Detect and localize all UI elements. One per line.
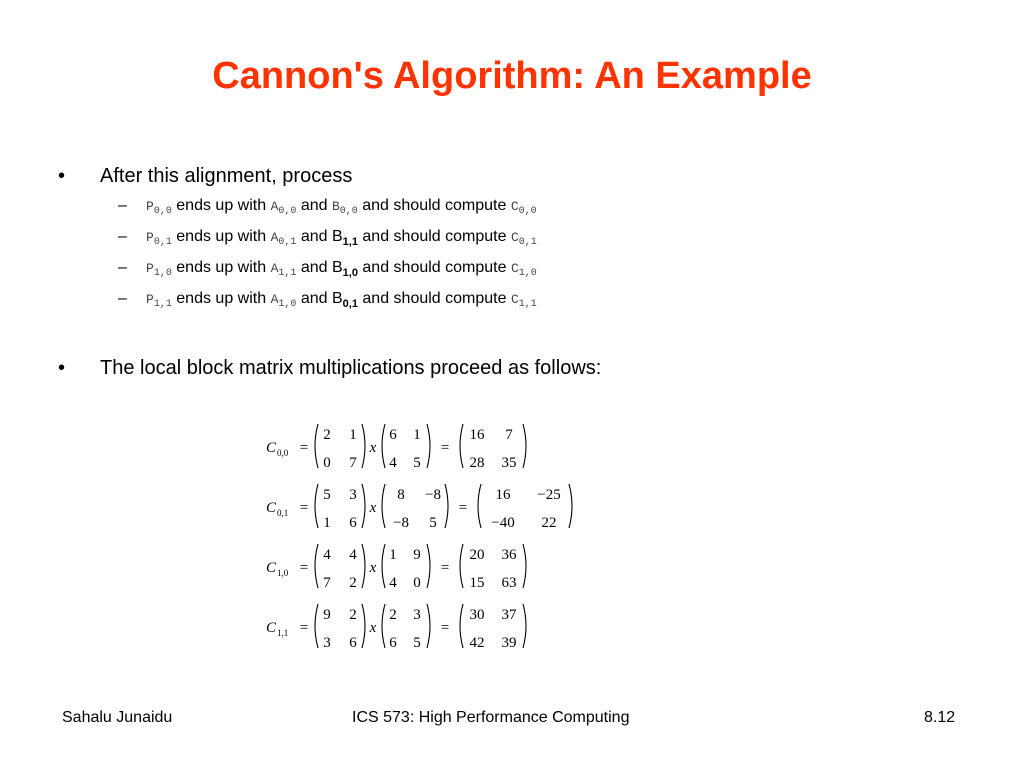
matrix-entry: 5 — [323, 487, 331, 503]
matrix-right-paren — [362, 544, 365, 588]
matrix-entry: 6 — [349, 515, 357, 531]
matrix-right-paren — [427, 424, 430, 468]
equation-label-index: 0,0 — [277, 448, 289, 458]
and-text: and — [296, 290, 332, 307]
equation-label-index: 1,1 — [277, 628, 289, 638]
equation-c11 — [262, 600, 532, 654]
matrix-left-paren — [315, 484, 318, 528]
a-block-label: $A_{0,1}$ — [270, 230, 297, 248]
matrix-left-paren — [460, 544, 463, 588]
matrix-entry: 5 — [413, 455, 421, 471]
equals-sign: = — [440, 620, 450, 636]
c-block-label: $C_{1,0}$ — [510, 261, 537, 279]
equals-sign: = — [440, 440, 450, 456]
should-compute-text: and should compute — [357, 259, 511, 276]
matrix-entry: 7 — [323, 575, 331, 591]
matrix-entry: −8 — [425, 487, 441, 503]
equals-sign: = — [299, 620, 309, 636]
matrix-entry: −40 — [491, 515, 515, 531]
equation-c10 — [262, 540, 532, 594]
a-block-label: $A_{1,0}$ — [270, 292, 297, 310]
matrix-right-paren — [362, 484, 365, 528]
matrix-left-paren — [315, 604, 318, 648]
matrix-entry: 4 — [349, 547, 357, 563]
sub-dash: – — [118, 228, 127, 245]
matrix-a — [323, 427, 357, 471]
sub-body — [146, 289, 537, 315]
matrix-entry: 2 — [323, 427, 331, 443]
equation-label-index: 0,1 — [277, 508, 289, 518]
matrix-right-paren — [445, 484, 448, 528]
equation-label-index: 1,0 — [277, 568, 289, 578]
matrix-entry: −8 — [393, 515, 409, 531]
equals-sign: = — [299, 560, 309, 576]
equation-svg — [262, 420, 532, 474]
equation-c01 — [262, 480, 582, 534]
c-block-label: $C_{0,1}$ — [510, 230, 537, 248]
matrix-entry: 35 — [501, 455, 517, 471]
sub-dash: – — [118, 197, 127, 214]
matrix-entry: 16 — [469, 427, 485, 443]
matrix-entry: 3 — [413, 607, 421, 623]
footer-author: Sahalu Junaidu — [62, 709, 173, 726]
matrix-entry: 22 — [541, 515, 557, 531]
matrix-entry: 5 — [413, 635, 421, 651]
matrix-a — [323, 607, 357, 651]
matrix-entry: 15 — [469, 575, 485, 591]
matrix-left-paren — [315, 544, 318, 588]
proc-label: $P_{1,1}$ — [146, 292, 172, 310]
a-block-label: $A_{0,0}$ — [270, 199, 297, 217]
bullet-dot: • — [58, 165, 66, 187]
matrix-entry: 4 — [389, 575, 397, 591]
matrix-entry: 3 — [323, 635, 331, 651]
matrix-entry: 20 — [469, 547, 485, 563]
matrix-entry: 8 — [397, 487, 405, 503]
sub-body — [146, 227, 537, 253]
equation-svg — [262, 540, 532, 594]
matrix-entry: 2 — [349, 607, 357, 623]
slide-title: Cannon's Algorithm: An Example — [212, 55, 812, 97]
times-sign: x — [369, 440, 377, 456]
proc-label: $P_{1,0}$ — [146, 261, 172, 279]
proc-label: $P_{0,0}$ — [146, 199, 172, 217]
ends-up-with-text: ends up with — [171, 259, 271, 276]
matrix-left-paren — [460, 604, 463, 648]
matrix-right-paren — [427, 544, 430, 588]
matrix-left-paren — [382, 544, 385, 588]
b-block-label: $B_{0,1}$ — [331, 290, 358, 310]
equals-sign: = — [299, 500, 309, 516]
proc-label: $P_{0,1}$ — [146, 230, 172, 248]
equals-sign: = — [299, 440, 309, 456]
matrix-left-paren — [382, 604, 385, 648]
b-block-label: $B_{0,0}$ — [331, 199, 358, 217]
matrix-b — [393, 487, 441, 531]
matrix-b — [389, 607, 421, 651]
matrix-entry: 36 — [501, 547, 517, 563]
matrix-entry: 3 — [349, 487, 357, 503]
matrix-c — [491, 487, 560, 531]
c-block-label: $C_{1,1}$ — [510, 292, 537, 310]
matrix-b — [389, 427, 421, 471]
and-text: and — [296, 197, 332, 214]
matrix-entry: 6 — [389, 427, 397, 443]
matrix-right-paren — [523, 544, 526, 588]
matrix-entry: −25 — [537, 487, 561, 503]
matrix-entry: 9 — [323, 607, 331, 623]
times-sign: x — [369, 560, 377, 576]
bullet-dot: • — [58, 357, 66, 379]
matrix-c — [470, 607, 518, 651]
and-text: and — [296, 259, 332, 276]
matrix-left-paren — [382, 484, 385, 528]
sub-dash: – — [118, 290, 127, 307]
equation-svg — [262, 600, 532, 654]
c-block-label: $C_{0,0}$ — [510, 199, 537, 217]
matrix-entry: 4 — [323, 547, 331, 563]
matrix-entry: 16 — [495, 487, 511, 503]
times-sign: x — [369, 620, 377, 636]
matrix-right-paren — [523, 604, 526, 648]
equation-label: C — [266, 560, 277, 576]
matrix-entry: 0 — [413, 575, 421, 591]
matrix-entry: 1 — [323, 515, 331, 531]
should-compute-text: and should compute — [357, 290, 511, 307]
matrix-left-paren — [382, 424, 385, 468]
equals-sign: = — [440, 560, 450, 576]
matrix-entry: 42 — [469, 635, 485, 651]
equation-label: C — [266, 440, 277, 456]
matrix-right-paren — [569, 484, 572, 528]
matrix-entry: 2 — [349, 575, 357, 591]
bullet-text: The local block matrix multiplications proceed as follows: — [100, 357, 602, 379]
matrix-entry: 5 — [429, 515, 437, 531]
matrix-entry: 7 — [505, 427, 513, 443]
bullet-text: After this alignment, process — [100, 165, 353, 187]
a-block-label: $A_{1,1}$ — [270, 261, 297, 279]
matrix-entry: 1 — [413, 427, 421, 443]
equation-c00 — [262, 420, 532, 474]
matrix-right-paren — [362, 424, 365, 468]
times-sign: x — [369, 500, 377, 516]
matrix-left-paren — [315, 424, 318, 468]
ends-up-with-text: ends up with — [171, 197, 271, 214]
matrix-left-paren — [478, 484, 481, 528]
sub-dash: – — [118, 259, 127, 276]
matrix-entry: 39 — [501, 635, 517, 651]
matrix-entry: 9 — [413, 547, 421, 563]
matrix-entry: 30 — [469, 607, 485, 623]
matrix-right-paren — [362, 604, 365, 648]
ends-up-with-text: ends up with — [171, 290, 271, 307]
matrix-entry: 0 — [323, 455, 331, 471]
equation-label: C — [266, 500, 277, 516]
matrix-entry: 37 — [501, 607, 517, 623]
equals-sign: = — [458, 500, 468, 516]
matrix-entry: 2 — [389, 607, 397, 623]
matrix-left-paren — [460, 424, 463, 468]
matrix-entry: 1 — [389, 547, 397, 563]
ends-up-with-text: ends up with — [171, 228, 271, 245]
matrix-a — [323, 547, 357, 591]
sub-body — [146, 196, 537, 222]
b-block-label: $B_{1,1}$ — [331, 228, 358, 248]
matrix-a — [323, 487, 357, 531]
matrix-b — [389, 547, 421, 591]
equation-label: C — [266, 620, 277, 636]
matrix-entry: 6 — [349, 635, 357, 651]
should-compute-text: and should compute — [357, 197, 511, 214]
should-compute-text: and should compute — [357, 228, 511, 245]
matrix-c — [470, 547, 518, 591]
footer-course: ICS 573: High Performance Computing — [352, 709, 630, 726]
b-block-label: $B_{1,0}$ — [331, 259, 358, 279]
matrix-entry: 4 — [389, 455, 397, 471]
matrix-entry: 1 — [349, 427, 357, 443]
sub-body — [146, 258, 537, 284]
footer-slide-number: 8.12 — [924, 709, 956, 726]
matrix-entry: 6 — [389, 635, 397, 651]
matrix-entry: 63 — [501, 575, 517, 591]
matrix-right-paren — [427, 604, 430, 648]
equation-svg — [262, 480, 582, 534]
matrix-entry: 7 — [349, 455, 357, 471]
and-text: and — [296, 228, 332, 245]
matrix-right-paren — [523, 424, 526, 468]
matrix-entry: 28 — [469, 455, 485, 471]
matrix-c — [470, 427, 517, 471]
